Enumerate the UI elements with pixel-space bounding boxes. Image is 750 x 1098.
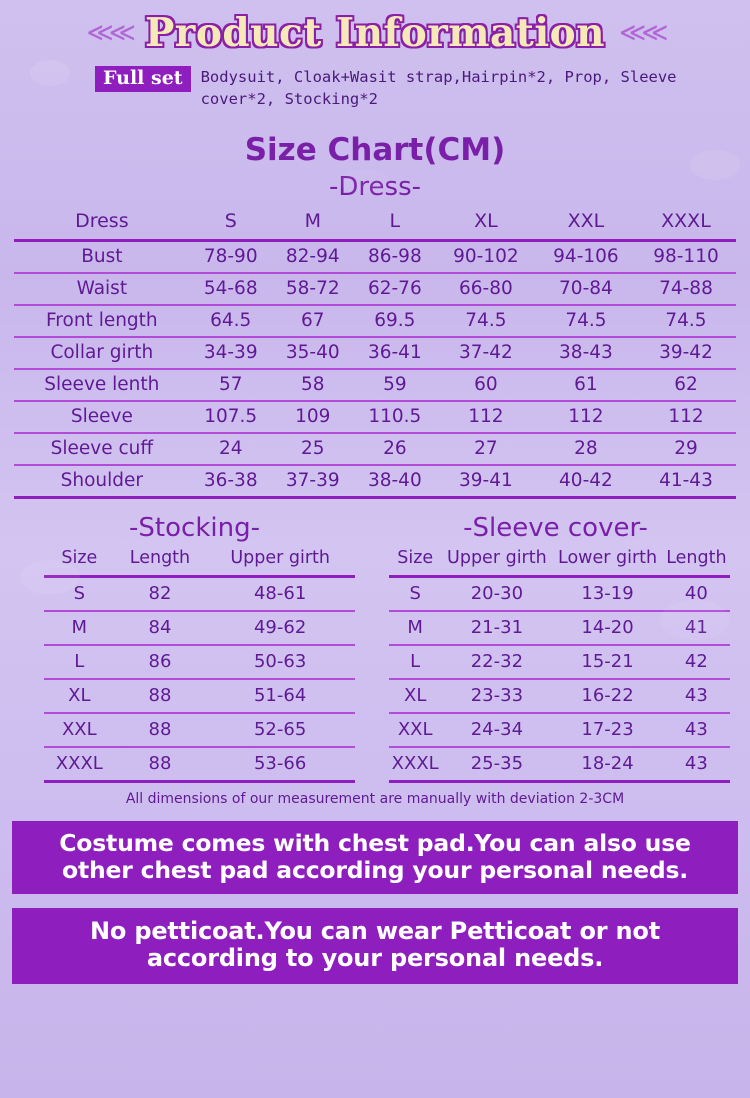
- cell: 25-35: [470, 753, 524, 774]
- stocking-section: [14, 509, 375, 783]
- cell: 58: [301, 374, 325, 395]
- row-label: XL: [404, 685, 427, 706]
- table-row: [14, 401, 736, 433]
- banner-line-1: Costume comes with chest pad.You can also use: [59, 829, 691, 857]
- cell: 20-30: [470, 583, 524, 604]
- cell: 112: [668, 406, 704, 427]
- table-header-row: [14, 206, 736, 241]
- column-header: Size: [397, 548, 434, 568]
- column-header: Dress: [75, 210, 129, 232]
- cell: 107.5: [204, 406, 258, 427]
- cell: 28: [574, 438, 598, 459]
- cell: 74.5: [465, 310, 507, 331]
- chest-pad-banner: [12, 821, 738, 894]
- cell: 62: [674, 374, 698, 395]
- cell: 88: [148, 719, 172, 740]
- cell: 43: [684, 685, 708, 706]
- table-row: [389, 577, 730, 612]
- cell: 50-63: [253, 651, 307, 672]
- row-label: L: [74, 651, 85, 672]
- cell: 88: [148, 753, 172, 774]
- column-header: Upper girth: [447, 548, 547, 568]
- cell: 74-88: [659, 278, 713, 299]
- cell: 40-42: [559, 470, 613, 491]
- column-header: XXL: [567, 210, 605, 232]
- table-row: [14, 465, 736, 498]
- banner-line-2: other chest pad according your personal needs.: [62, 855, 688, 884]
- cell: 90-102: [453, 246, 519, 267]
- row-label: XXXL: [391, 753, 439, 774]
- size-chart-title: Size Chart(CM): [244, 132, 506, 168]
- cell: 49-62: [253, 617, 307, 638]
- cell: 53-66: [253, 753, 307, 774]
- banner-line-2: according to your personal needs.: [146, 944, 604, 973]
- cell: 74.5: [665, 310, 707, 331]
- column-header: Size: [61, 548, 98, 568]
- cell: 67: [301, 310, 325, 331]
- column-header: S: [224, 210, 237, 232]
- cell: 27: [474, 438, 498, 459]
- banner-line-1: No petticoat.You can wear Petticoat or not: [90, 917, 660, 946]
- cell: 78-90: [203, 246, 258, 267]
- cell: 86: [148, 651, 172, 672]
- cell: 38-40: [367, 470, 422, 491]
- sleeve-cover-section: [375, 509, 736, 783]
- cell: 23-33: [470, 685, 524, 706]
- column-header: Lower girth: [558, 548, 658, 568]
- secondary-tables-section: [0, 509, 750, 783]
- dress-subtitle: -Dress-: [329, 172, 421, 202]
- column-header: Upper girth: [230, 548, 330, 568]
- full-set-section: [0, 56, 750, 110]
- table-row: [389, 713, 730, 747]
- cell: 18-24: [581, 753, 634, 774]
- cell: 62-76: [367, 278, 422, 299]
- table-row: [389, 679, 730, 713]
- cell: 69.5: [374, 310, 416, 331]
- cell: 29: [674, 438, 698, 459]
- table-row: [44, 747, 355, 782]
- cell: 64.5: [210, 310, 252, 331]
- ornament-right-icon: ≪≪: [619, 18, 664, 48]
- table-row: [44, 713, 355, 747]
- table-row: [44, 679, 355, 713]
- cell: 22-32: [470, 651, 524, 672]
- row-label: Sleeve cuff: [50, 438, 154, 459]
- row-label: M: [71, 617, 88, 638]
- cell: 24-34: [470, 719, 524, 740]
- cell: 54-68: [203, 278, 258, 299]
- table-row: [14, 337, 736, 369]
- cell: 39-41: [459, 470, 513, 491]
- full-set-badge: Full set: [95, 66, 191, 92]
- table-row: [44, 645, 355, 679]
- cell: 86-98: [367, 246, 422, 267]
- row-label: Sleeve lenth: [44, 374, 160, 395]
- full-set-contents: Bodysuit, Cloak+Wasit strap,Hairpin*2, Prop, Sleeve cover*2, Stocking*2: [200, 68, 677, 108]
- cell: 41: [684, 617, 708, 638]
- cell: 42: [684, 651, 708, 672]
- cell: 26: [383, 438, 407, 459]
- cell: 112: [568, 406, 604, 427]
- cell: 94-106: [553, 246, 619, 267]
- row-label: XXL: [397, 719, 433, 740]
- cell: 98-110: [653, 246, 719, 267]
- cell: 48-61: [253, 583, 307, 604]
- cell: 21-31: [470, 617, 524, 638]
- table-row: [14, 433, 736, 465]
- cell: 82: [148, 583, 172, 604]
- cell: 36-38: [203, 470, 258, 491]
- stocking-subtitle: -Stocking-: [129, 513, 260, 543]
- row-label: S: [73, 583, 86, 604]
- row-label: Shoulder: [60, 470, 144, 491]
- table-row: [389, 611, 730, 645]
- cell: 43: [684, 753, 708, 774]
- table-row: [14, 305, 736, 337]
- dress-table-wrapper: [0, 202, 750, 499]
- column-header: XXXL: [661, 210, 711, 232]
- petticoat-banner: [12, 908, 738, 984]
- table-row: [44, 577, 355, 612]
- table-header-row: [44, 543, 355, 577]
- sleeve-cover-size-table: [389, 543, 730, 783]
- table-row: [44, 611, 355, 645]
- cell: 37-39: [285, 470, 340, 491]
- row-label: Sleeve: [70, 406, 133, 427]
- cell: 51-64: [253, 685, 307, 706]
- cell: 52-65: [253, 719, 307, 740]
- cell: 110.5: [368, 406, 422, 427]
- cell: 112: [468, 406, 504, 427]
- ornament-left-icon: ≪≪: [86, 18, 131, 48]
- table-header-row: [389, 543, 730, 577]
- table-row: [389, 645, 730, 679]
- row-label: M: [407, 617, 423, 638]
- page-header: [0, 0, 750, 56]
- row-label: Waist: [76, 278, 128, 299]
- cell: 36-41: [367, 342, 422, 363]
- page-title: Product Information: [144, 10, 606, 56]
- row-label: Collar girth: [50, 342, 154, 363]
- row-label: XL: [68, 685, 91, 706]
- dress-size-table: [14, 206, 736, 499]
- cell: 109: [295, 406, 331, 427]
- table-row: [14, 241, 736, 274]
- cell: 43: [684, 719, 708, 740]
- cell: 61: [574, 374, 598, 395]
- cell: 57: [218, 374, 243, 395]
- cell: 84: [148, 617, 172, 638]
- row-label: L: [410, 651, 421, 672]
- cell: 60: [474, 374, 498, 395]
- measurement-note: All dimensions of our measurement are manually with deviation 2-3CM: [125, 791, 625, 807]
- cell: 34-39: [203, 342, 258, 363]
- cell: 70-84: [559, 278, 613, 299]
- column-header: Length: [666, 548, 727, 568]
- column-header: M: [304, 210, 321, 232]
- cell: 16-22: [581, 685, 634, 706]
- stocking-size-table: [44, 543, 355, 783]
- cell: 74.5: [565, 310, 607, 331]
- table-row: [389, 747, 730, 782]
- table-row: [14, 273, 736, 305]
- cell: 38-43: [559, 342, 613, 363]
- cell: 66-80: [459, 278, 513, 299]
- cell: 14-20: [581, 617, 634, 638]
- cell: 37-42: [459, 342, 513, 363]
- row-label: XXXL: [55, 753, 103, 774]
- cell: 40: [684, 583, 708, 604]
- column-header: L: [389, 210, 401, 232]
- cell: 15-21: [581, 651, 634, 672]
- row-label: S: [409, 583, 421, 604]
- cell: 17-23: [581, 719, 634, 740]
- row-label: XXL: [61, 719, 97, 740]
- cell: 88: [148, 685, 172, 706]
- cell: 59: [383, 374, 407, 395]
- row-label: Bust: [81, 246, 123, 267]
- table-row: [14, 369, 736, 401]
- cell: 25: [301, 438, 325, 459]
- column-header: Length: [129, 548, 191, 568]
- cell: 35-40: [285, 342, 340, 363]
- sleeve-cover-subtitle: -Sleeve cover-: [463, 513, 648, 543]
- cell: 41-43: [659, 470, 713, 491]
- cell: 82-94: [285, 246, 340, 267]
- cell: 39-42: [659, 342, 713, 363]
- cell: 58-72: [285, 278, 340, 299]
- cell: 24: [218, 438, 243, 459]
- row-label: Front length: [46, 310, 158, 331]
- cell: 13-19: [581, 583, 634, 604]
- column-header: XL: [474, 210, 498, 232]
